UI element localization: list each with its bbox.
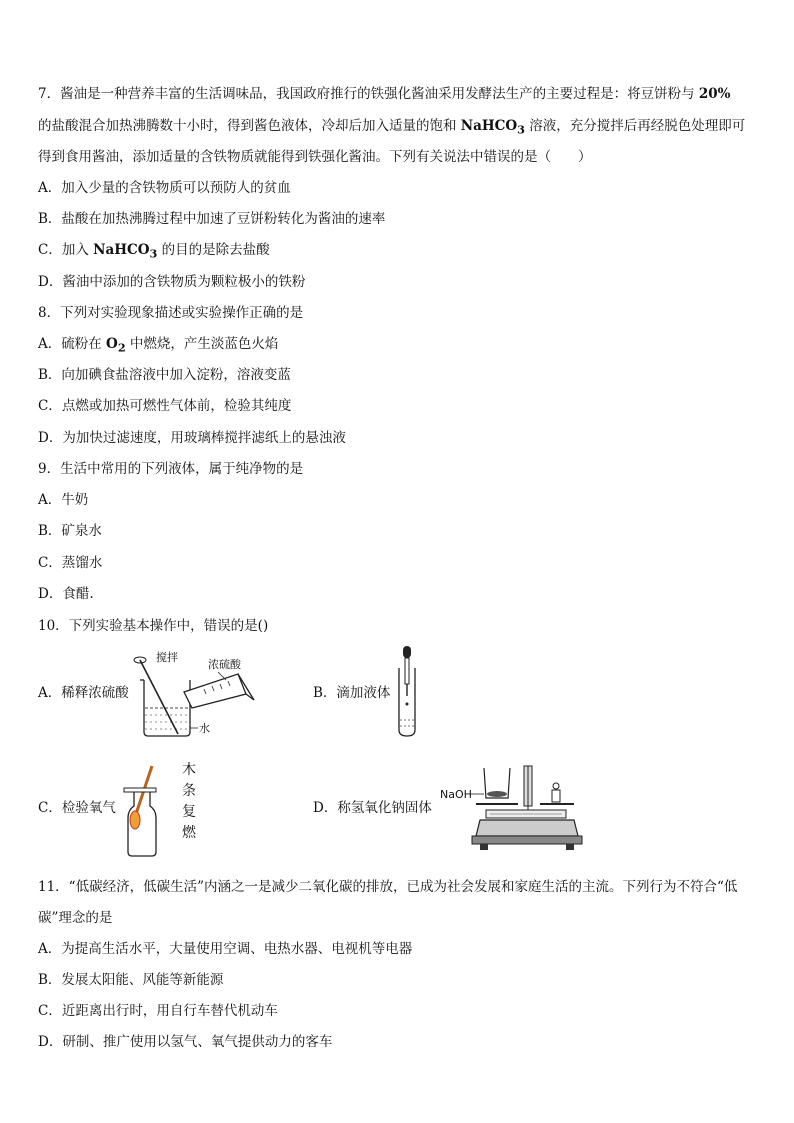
wood-char-3: 复	[182, 804, 196, 820]
q8-option-d: D．为加快过滤速度，用玻璃棒搅拌滤纸上的悬浊液	[38, 430, 346, 446]
wood-char-2: 条	[182, 783, 196, 799]
q11-stem-line1: 11．“低碳经济，低碳生活”内涵之一是减少二氧化碳的排放，已成为社会发展和家庭生活的主流。下列行为不符合“低	[38, 879, 738, 895]
q7-option-d: D．酱油中添加的含铁物质为颗粒极小的铁粉	[38, 274, 306, 290]
wood-char-4: 燃	[182, 825, 196, 841]
q10-option-d-label: D．称氢氧化钠固体	[313, 800, 432, 816]
q9-option-a: A．牛奶	[38, 492, 89, 508]
conc-acid-label: 浓硫酸	[208, 658, 241, 671]
q9-option-b: B．矿泉水	[38, 523, 102, 539]
q9-option-c: C．蒸馏水	[38, 555, 103, 571]
q7-option-a: A．加入少量的含铁物质可以预防人的贫血	[38, 180, 291, 196]
q10-stem: 10．下列实验基本操作中，错误的是()	[38, 618, 269, 634]
q7-stem-line3: 得到食用酱油，添加适量的含铁物质就能得到铁强化酱油。下列有关说法中错误的是（ ）	[38, 149, 592, 165]
q10-option-c-label: C．检验氧气	[38, 800, 116, 816]
q9-option-d: D．食醋.	[38, 586, 94, 602]
q11-option-c: C．近距离出行时，用自行车替代机动车	[38, 1003, 278, 1019]
q7-stem-line1: 7．酱油是一种营养丰富的生活调味品，我国政府推行的铁强化酱油采用发酵法生产的主要过程是：将豆饼粉与 20%	[38, 86, 731, 102]
q9-stem: 9．生活中常用的下列液体，属于纯净物的是	[38, 461, 304, 477]
q11-option-a: A．为提高生活水平，大量使用空调、电热水器、电视机等电器	[38, 941, 413, 957]
q11-stem-line2: 碳”理念的是	[38, 910, 113, 926]
dilute-sulfuric-acid-figure	[126, 648, 266, 740]
q10-option-a-label: A．稀释浓硫酸	[38, 685, 129, 701]
q10-option-b-label: B．滴加液体	[313, 685, 391, 701]
q8-option-c: C．点燃或加热可燃性气体前，检验其纯度	[38, 398, 292, 414]
water-label: 水	[199, 722, 210, 735]
stir-label: 搅拌	[156, 651, 178, 664]
naoh-label: NaOH	[440, 788, 472, 801]
test-oxygen-figure	[122, 760, 212, 860]
q7-option-b: B．盐酸在加热沸腾过程中加速了豆饼粉转化为酱油的速率	[38, 211, 386, 227]
q8-option-a: A．硫粉在 $O_2$ 中燃烧，产生淡蓝色火焰	[38, 336, 279, 355]
drop-liquid-figure	[394, 646, 420, 738]
wood-char-1: 木	[182, 762, 196, 778]
q7-option-c: C．加入 NaHCO$_3$ 的目的是除去盐酸	[38, 242, 270, 261]
q8-option-b: B．向加碘食盐溶液中加入淀粉，溶液变蓝	[38, 367, 291, 383]
q8-stem: 8．下列对实验现象描述或实验操作正确的是	[38, 305, 304, 321]
q11-option-d: D．研制、推广使用以氢气、氧气提供动力的客车	[38, 1034, 333, 1050]
q7-stem-line2: 的盐酸混合加热沸腾数十小时，得到酱色液体，冷却后加入适量的饱和 NaHCO$_3$ 溶液，充分搅拌后再经脱色处理即可	[38, 118, 746, 137]
q11-option-b: B．发展太阳能、风能等新能源	[38, 972, 224, 988]
weigh-naoh-figure	[440, 758, 580, 854]
